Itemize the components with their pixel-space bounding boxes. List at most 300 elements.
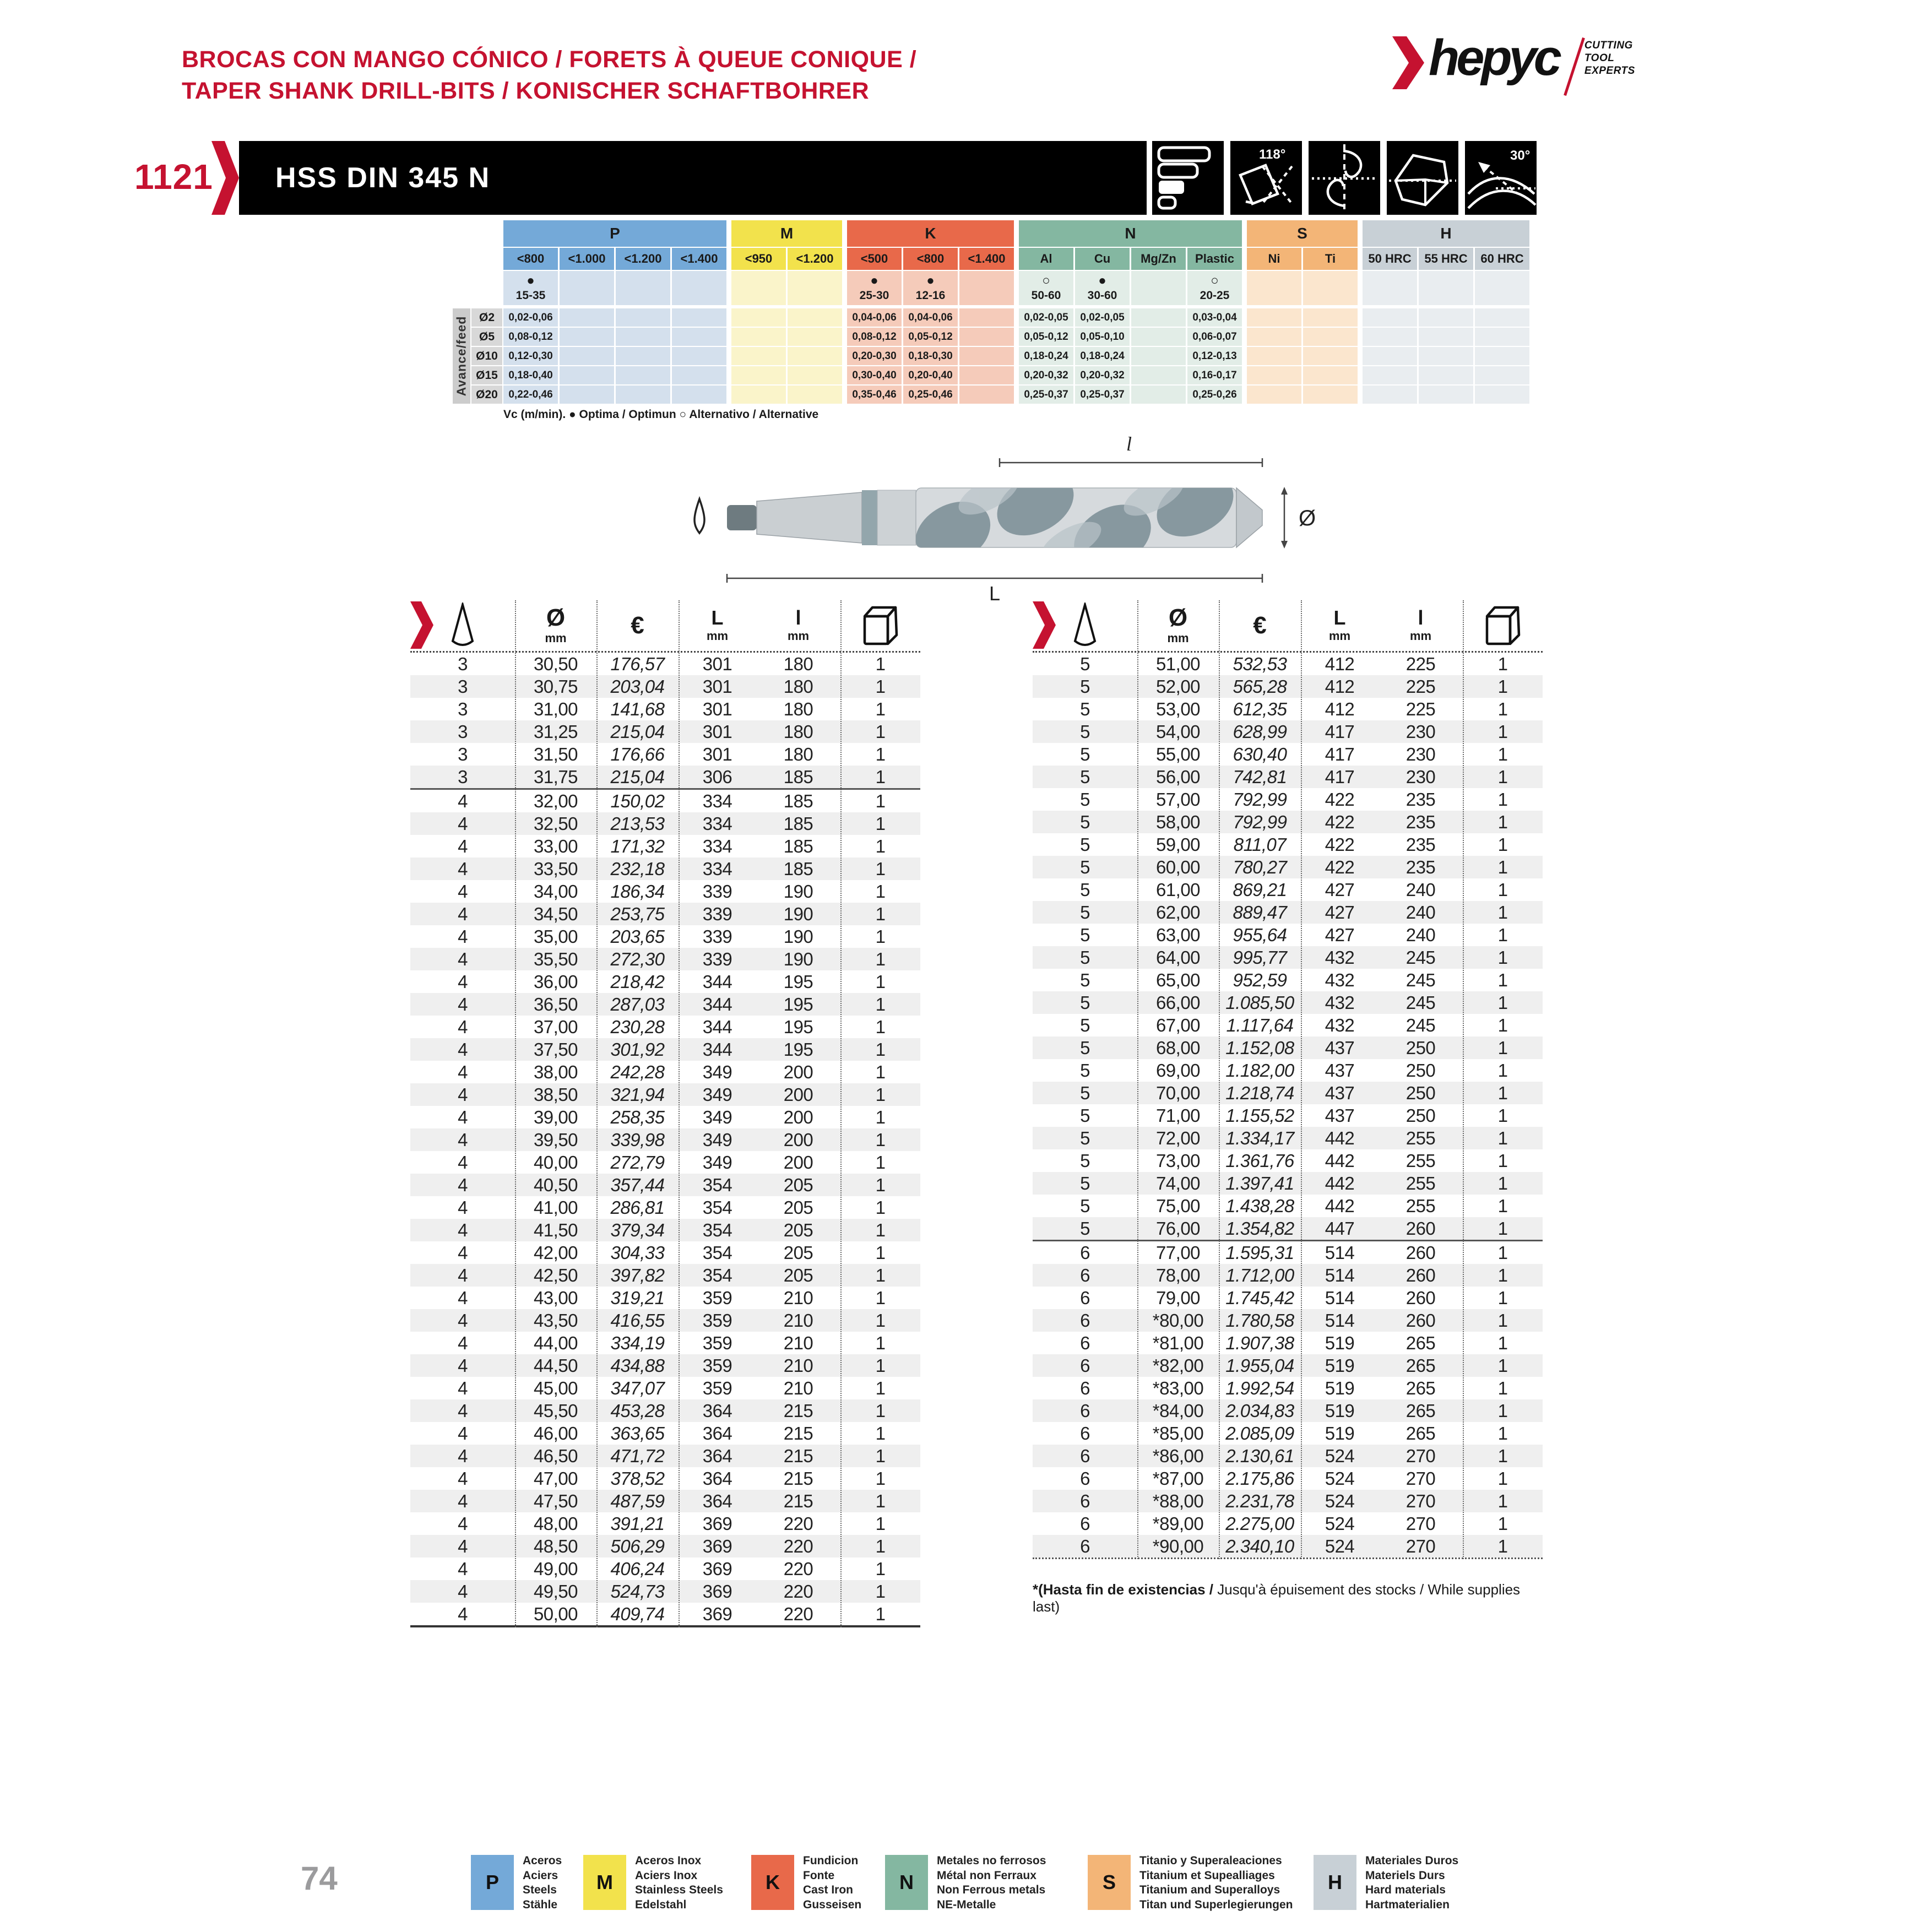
feed-cell: 0,18-0,40 <box>503 366 558 384</box>
table-cell: 437 <box>1325 1105 1355 1126</box>
table-cell: 258,35 <box>610 1106 665 1127</box>
table-row <box>1033 788 1543 811</box>
table-row <box>1033 1512 1543 1535</box>
table-cell: 432 <box>1325 947 1355 968</box>
table-cell: 1 <box>875 881 886 902</box>
feed-cell: 0,04-0,06 <box>847 308 902 327</box>
table-cell: 422 <box>1325 789 1355 810</box>
table-cell: 6 <box>1080 1535 1090 1556</box>
table-cell: 1 <box>875 698 886 719</box>
table-cell: 220 <box>783 1513 813 1534</box>
table-cell: 4 <box>458 1174 468 1195</box>
table-cell: 1 <box>875 1558 886 1579</box>
feed-row-label: Ø20 <box>471 386 502 404</box>
table-cell: 437 <box>1325 1082 1355 1103</box>
feed-cell <box>560 347 614 365</box>
table-cell: 1 <box>1497 1355 1508 1376</box>
table-cell: 3 <box>458 698 468 719</box>
feed-cell <box>1247 366 1301 384</box>
product-band <box>239 141 1147 215</box>
feed-cell <box>1131 386 1186 404</box>
feed-cell <box>1475 386 1529 404</box>
feed-cell: 0,05-0,12 <box>903 328 958 346</box>
table-row <box>1033 1490 1543 1512</box>
group-header-S: S <box>1247 220 1358 247</box>
feed-row-label: Ø5 <box>471 328 502 346</box>
table-row <box>410 1399 920 1422</box>
material-subcolumn-row <box>503 248 1531 270</box>
table-cell: 359 <box>702 1332 732 1353</box>
table-cell: 220 <box>783 1581 813 1602</box>
feed-cell: 0,25-0,46 <box>903 386 958 404</box>
table-cell: 48,00 <box>533 1513 578 1534</box>
feed-cell: 0,02-0,05 <box>1075 308 1130 327</box>
table-cell: 5 <box>1080 766 1090 787</box>
feed-cell: 0,08-0,12 <box>847 328 902 346</box>
feed-cell <box>1303 308 1358 327</box>
table-cell: 1 <box>1497 902 1508 922</box>
table-cell: 1 <box>875 1603 886 1624</box>
table-cell: 514 <box>1325 1287 1355 1308</box>
table-cell: 391,21 <box>610 1513 665 1534</box>
table-cell: 61,00 <box>1155 879 1201 900</box>
table-cell: 5 <box>1080 653 1090 674</box>
price-column-header: € <box>631 612 644 639</box>
table-cell: 1 <box>875 1445 886 1466</box>
title-line-2: TAPER SHANK DRILL-BITS / KONISCHER SCHAFTBOHRER <box>182 78 870 105</box>
table-cell: 215,04 <box>610 766 665 787</box>
table-cell: 422 <box>1325 834 1355 855</box>
helix-angle-30-icon <box>1465 141 1537 215</box>
table-cell: 1 <box>875 1152 886 1173</box>
table-cell: 1.334,17 <box>1225 1127 1294 1148</box>
table-cell: 4 <box>458 881 468 902</box>
table-cell: 4 <box>458 1355 468 1376</box>
table-cell: *81,00 <box>1152 1332 1204 1353</box>
table-cell: 4 <box>458 1310 468 1331</box>
table-row <box>410 1512 920 1535</box>
subcol-header: Ti <box>1303 248 1358 270</box>
table-cell: 265 <box>1405 1332 1436 1353</box>
table-row <box>1033 811 1543 833</box>
table-cell: 180 <box>783 721 813 742</box>
table-cell: 1 <box>1497 676 1508 697</box>
table-cell: 4 <box>458 1242 468 1263</box>
table-cell: 55,00 <box>1155 744 1201 764</box>
vc-cell <box>1131 271 1186 305</box>
feed-cell: 0,12-0,13 <box>1187 347 1242 365</box>
table-cell: 5 <box>1080 811 1090 832</box>
vc-marker: ○ <box>1211 273 1219 288</box>
table-cell: 200 <box>783 1061 813 1082</box>
table-cell: 270 <box>1405 1535 1436 1556</box>
page-number: 74 <box>301 1860 338 1897</box>
subcol-header: <1.200 <box>616 248 670 270</box>
table-row <box>410 993 920 1016</box>
table-cell: 321,94 <box>610 1084 665 1105</box>
table-row <box>1033 1104 1543 1127</box>
feed-cell <box>1247 308 1301 327</box>
table-cell: 4 <box>458 1287 468 1308</box>
feed-cell <box>731 347 786 365</box>
vc-marker: ● <box>926 273 935 288</box>
table-row <box>410 812 920 835</box>
table-cell: 46,50 <box>533 1445 578 1466</box>
table-cell: 1 <box>1497 1242 1508 1263</box>
table-cell: 54,00 <box>1155 721 1201 742</box>
feed-cell <box>1419 308 1473 327</box>
feed-cell <box>1131 308 1186 327</box>
table-cell: 5 <box>1080 969 1090 990</box>
web-thinning-icon <box>1309 141 1380 215</box>
table-cell: 354 <box>702 1242 732 1263</box>
table-cell: 354 <box>702 1197 732 1218</box>
table-row <box>410 698 920 720</box>
brand-logo <box>1392 30 1635 97</box>
table-cell: *88,00 <box>1152 1490 1204 1511</box>
column-divider <box>515 600 516 1627</box>
table-cell: 1.218,74 <box>1225 1082 1294 1103</box>
feed-cell <box>1131 328 1186 346</box>
table-cell: 1 <box>1497 1105 1508 1126</box>
subcol-header: 55 HRC <box>1419 248 1473 270</box>
table-cell: 1 <box>1497 1127 1508 1148</box>
table-cell: 185 <box>783 835 813 856</box>
legend-item-P <box>471 1855 562 1913</box>
table-cell: 357,44 <box>610 1174 665 1195</box>
table-row <box>410 1128 920 1151</box>
feed-cell: 0,20-0,32 <box>1075 366 1130 384</box>
table-cell: 40,50 <box>533 1174 578 1195</box>
subcol-header: <1.200 <box>788 248 842 270</box>
legend-text-P: Aceros Aciers Steels Stähle <box>523 1854 562 1911</box>
table-cell: 442 <box>1325 1127 1355 1148</box>
taper-symbol-icon <box>694 499 704 533</box>
table-cell: 48,50 <box>533 1535 578 1556</box>
table-cell: 270 <box>1405 1490 1436 1511</box>
feed-cell: 0,16-0,17 <box>1187 366 1242 384</box>
vc-cell <box>1419 271 1473 305</box>
packaging-column-header <box>840 604 920 647</box>
table-cell: 1 <box>1497 924 1508 945</box>
table-row <box>1033 946 1543 969</box>
table-cell: 628,99 <box>1233 721 1287 742</box>
table-cell: 1 <box>875 744 886 764</box>
table-cell: 235 <box>1405 789 1436 810</box>
vc-value: 15-35 <box>515 289 546 302</box>
table-cell: 1 <box>1497 1445 1508 1466</box>
table-cell: 4 <box>458 1152 468 1173</box>
table-cell: *84,00 <box>1152 1400 1204 1421</box>
table-cell: 4 <box>458 835 468 856</box>
table-cell: 49,50 <box>533 1581 578 1602</box>
product-code: 1121 <box>134 157 213 197</box>
table-cell: 215 <box>783 1445 813 1466</box>
table-row <box>1033 856 1543 878</box>
subcol-header: <950 <box>731 248 786 270</box>
package-box-icon <box>1483 604 1523 647</box>
drill-dimension-diagram <box>677 434 1333 607</box>
table-cell: 369 <box>702 1535 732 1556</box>
feed-cell: 0,04-0,06 <box>903 308 958 327</box>
table-cell: 889,47 <box>1233 902 1287 922</box>
table-cell: 4 <box>458 1603 468 1624</box>
feed-cell <box>731 366 786 384</box>
table-cell: 32,00 <box>533 790 578 811</box>
table-cell: 260 <box>1405 1265 1436 1285</box>
table-row <box>1033 1354 1543 1377</box>
table-cell: 339 <box>702 903 732 924</box>
feed-cell <box>959 347 1014 365</box>
table-cell: 1 <box>875 1355 886 1376</box>
table-cell: 1 <box>1497 1535 1508 1556</box>
feed-cell <box>788 328 842 346</box>
table-row <box>410 743 920 766</box>
legend-swatch-N: N <box>885 1855 928 1910</box>
table-row <box>410 1151 920 1174</box>
table-cell: 42,50 <box>533 1265 578 1285</box>
feed-cell <box>788 366 842 384</box>
table-cell: 1 <box>1497 1377 1508 1398</box>
table-cell: 1 <box>1497 1310 1508 1331</box>
feed-cell <box>1419 386 1473 404</box>
table-cell: 210 <box>783 1287 813 1308</box>
table-cell: 4 <box>458 1197 468 1218</box>
table-row <box>1033 1082 1543 1104</box>
table-cell: 62,00 <box>1155 902 1201 922</box>
table-cell: 347,07 <box>610 1377 665 1398</box>
table-cell: 792,99 <box>1233 811 1287 832</box>
table-cell: 225 <box>1405 698 1436 719</box>
subcol-header: <1.000 <box>560 248 614 270</box>
table-row <box>1033 1059 1543 1082</box>
table-cell: 447 <box>1325 1218 1355 1239</box>
legend-swatch-M: M <box>583 1855 626 1910</box>
table-cell: 44,50 <box>533 1355 578 1376</box>
table-cell: 417 <box>1325 744 1355 764</box>
feed-cell <box>560 328 614 346</box>
table-cell: 524,73 <box>610 1581 665 1602</box>
table-cell: 71,00 <box>1155 1105 1201 1126</box>
table-cell: 203,04 <box>610 676 665 697</box>
legend-swatch-K: K <box>751 1855 794 1910</box>
vc-cell <box>903 271 958 305</box>
table-row <box>1033 1195 1543 1217</box>
legend-text-N: Metales no ferrosos Métal non Ferraux Non Ferrous metals NE-Metalle <box>937 1854 1046 1911</box>
table-cell: 59,00 <box>1155 834 1201 855</box>
group-header-M: M <box>731 220 842 247</box>
feed-cell <box>1363 308 1417 327</box>
feed-cell <box>731 308 786 327</box>
title-line-1: BROCAS CON MANGO CÓNICO / FORETS À QUEUE CONIQUE / <box>182 46 917 73</box>
table-cell: 5 <box>1080 789 1090 810</box>
table-cell: 524 <box>1325 1468 1355 1489</box>
table-cell: 4 <box>458 1400 468 1421</box>
table-row <box>410 1603 920 1625</box>
table-cell: 58,00 <box>1155 811 1201 832</box>
feed-cell <box>672 366 726 384</box>
table-cell: 6 <box>1080 1423 1090 1443</box>
table-cell: 379,34 <box>610 1219 665 1240</box>
vc-marker: ● <box>527 273 535 288</box>
table-cell: 6 <box>1080 1355 1090 1376</box>
table-cell: 73,00 <box>1155 1150 1201 1171</box>
column-divider <box>1301 600 1302 1559</box>
table-cell: 1 <box>875 1400 886 1421</box>
table-row <box>1033 924 1543 946</box>
table-cell: 78,00 <box>1155 1265 1201 1285</box>
table-cell: 205 <box>783 1219 813 1240</box>
table-cell: 5 <box>1080 1082 1090 1103</box>
feed-cell: 0,22-0,46 <box>503 386 558 404</box>
feed-cell <box>788 347 842 365</box>
table-cell: 1 <box>875 1219 886 1240</box>
length-L-column-header: L mm <box>1328 606 1351 643</box>
table-cell: 5 <box>1080 834 1090 855</box>
table-cell: 185 <box>783 813 813 834</box>
vc-row <box>503 271 1531 305</box>
vc-cell <box>1075 271 1130 305</box>
table-cell: 442 <box>1325 1150 1355 1171</box>
feed-cell: 0,03-0,04 <box>1187 308 1242 327</box>
table-cell: 354 <box>702 1265 732 1285</box>
table-cell: 225 <box>1405 653 1436 674</box>
table-cell: 364 <box>702 1490 732 1511</box>
table-cell: 39,50 <box>533 1129 578 1150</box>
table-cell: 406,24 <box>610 1558 665 1579</box>
table-row <box>1033 1467 1543 1490</box>
feed-row-label: Ø10 <box>471 347 502 365</box>
table-cell: 1.152,08 <box>1225 1037 1294 1058</box>
table-row <box>410 1083 920 1106</box>
table-cell: 72,00 <box>1155 1127 1201 1148</box>
feed-cell: 0,06-0,07 <box>1187 328 1242 346</box>
table-cell: 230 <box>1405 766 1436 787</box>
table-cell: 349 <box>702 1152 732 1173</box>
table-cell: 186,34 <box>610 881 665 902</box>
vc-cell <box>1363 271 1417 305</box>
table-cell: 49,00 <box>533 1558 578 1579</box>
table-cell: 1 <box>1497 1060 1508 1081</box>
table-cell: 190 <box>783 926 813 947</box>
feed-cell: 0,12-0,30 <box>503 347 558 365</box>
column-divider <box>596 600 598 1627</box>
table-cell: 1.595,31 <box>1225 1242 1294 1263</box>
table-cell: 63,00 <box>1155 924 1201 945</box>
legend-swatch-P: P <box>471 1855 514 1910</box>
feed-cell <box>959 386 1014 404</box>
table-cell: 215 <box>783 1468 813 1489</box>
table-cell: 64,00 <box>1155 947 1201 968</box>
table-cell: 1 <box>1497 1195 1508 1216</box>
table-row <box>1033 1422 1543 1445</box>
table-cell: 334 <box>702 790 732 811</box>
table-cell: 5 <box>1080 1060 1090 1081</box>
table-cell: 185 <box>783 766 813 787</box>
table-cell: 176,57 <box>610 653 665 674</box>
table-cell: 205 <box>783 1197 813 1218</box>
vc-cell <box>1247 271 1301 305</box>
table-cell: 230 <box>1405 744 1436 764</box>
packaging-column-header <box>1463 604 1543 647</box>
feed-cell <box>1475 328 1529 346</box>
table-cell: 1.354,82 <box>1225 1218 1294 1239</box>
table-row <box>410 1332 920 1354</box>
vc-cell <box>1187 271 1242 305</box>
table-cell: 34,50 <box>533 903 578 924</box>
table-cell: 4 <box>458 1265 468 1285</box>
vc-cell <box>503 271 558 305</box>
table-row <box>1033 743 1543 766</box>
table-cell: 260 <box>1405 1310 1436 1331</box>
table-cell: 1 <box>1497 1173 1508 1193</box>
table-cell: 1 <box>875 1310 886 1331</box>
table-cell: 5 <box>1080 1037 1090 1058</box>
table-cell: 3 <box>458 766 468 787</box>
table-cell: 364 <box>702 1400 732 1421</box>
table-cell: 220 <box>783 1535 813 1556</box>
table-cell: 250 <box>1405 1037 1436 1058</box>
table-row <box>410 1016 920 1038</box>
table-row <box>1033 1309 1543 1332</box>
brand-name: hepyc <box>1429 30 1559 86</box>
table-cell: 301 <box>702 721 732 742</box>
table-cell: 45,00 <box>533 1377 578 1398</box>
table-row <box>410 788 920 812</box>
table-cell: 225 <box>1405 676 1436 697</box>
vc-value: 12-16 <box>915 289 946 302</box>
page-title <box>182 44 916 107</box>
table-cell: 1 <box>1497 992 1508 1013</box>
table-cell: 171,32 <box>610 835 665 856</box>
table-cell: 1 <box>875 1581 886 1602</box>
table-header <box>1033 600 1543 653</box>
table-row <box>1033 1014 1543 1036</box>
table-cell: 417 <box>1325 766 1355 787</box>
table-cell: 369 <box>702 1558 732 1579</box>
table-cell: 203,65 <box>610 926 665 947</box>
table-cell: 1 <box>875 1287 886 1308</box>
table-cell: 230,28 <box>610 1016 665 1037</box>
vc-marker: ○ <box>1042 273 1050 288</box>
table-cell: 4 <box>458 1377 468 1398</box>
feed-cell <box>672 308 726 327</box>
table-cell: 304,33 <box>610 1242 665 1263</box>
table-cell: 6 <box>1080 1513 1090 1534</box>
table-cell: 255 <box>1405 1150 1436 1171</box>
group-header-N: N <box>1019 220 1242 247</box>
table-cell: 250 <box>1405 1082 1436 1103</box>
table-cell: 780,27 <box>1233 856 1287 877</box>
table-cell: 519 <box>1325 1332 1355 1353</box>
table-cell: 180 <box>783 698 813 719</box>
feed-cell: 0,20-0,40 <box>903 366 958 384</box>
subcol-header: Plastic <box>1187 248 1242 270</box>
table-cell: 31,50 <box>533 744 578 764</box>
table-cell: 487,59 <box>610 1490 665 1511</box>
vc-cell <box>847 271 902 305</box>
table-row <box>410 1196 920 1219</box>
table-cell: 265 <box>1405 1355 1436 1376</box>
feed-cell <box>1303 328 1358 346</box>
table-cell: 150,02 <box>610 790 665 811</box>
column-divider <box>679 600 680 1627</box>
table-cell: 35,00 <box>533 926 578 947</box>
table-cell: 442 <box>1325 1195 1355 1216</box>
table-cell: 4 <box>458 994 468 1014</box>
table-cell: 240 <box>1405 879 1436 900</box>
table-cell: 4 <box>458 1445 468 1466</box>
